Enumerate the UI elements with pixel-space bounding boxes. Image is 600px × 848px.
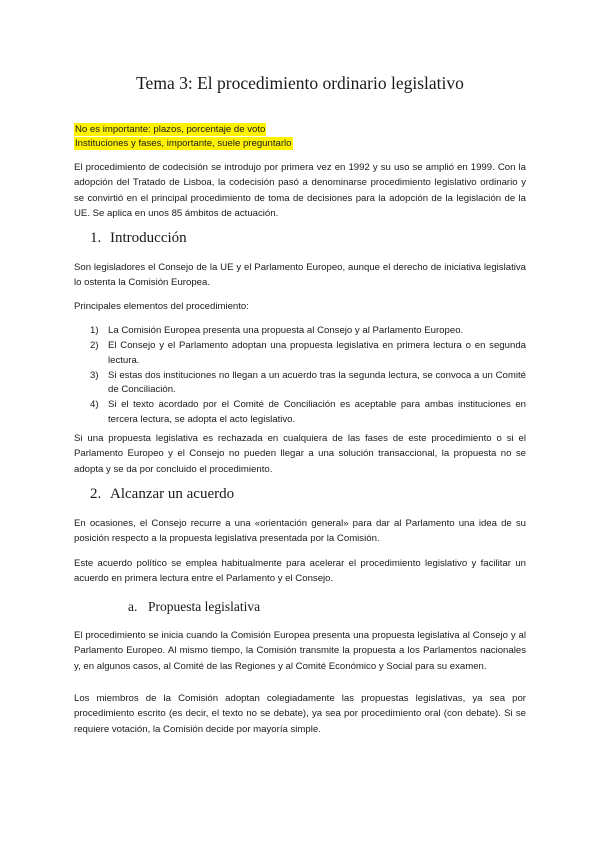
section-title: Alcanzar un acuerdo [110,486,235,502]
list-item-text: Si el texto acordado por el Comité de Conciliación es aceptable para ambas instituciones en tercera lectura, se adopta el acto legislativo. [108,399,526,425]
list-item-text: El Consejo y el Parlamento adoptan una propuesta legislativa en primera lectura o en segunda lectura. [108,340,526,366]
list-item-text: La Comisión Europea presenta una propuesta al Consejo y al Parlamento Europeo. [108,325,464,336]
subsection-letter: a. [128,599,138,614]
intro-legislators-paragraph: Son legisladores el Consejo de la UE y el Parlamento Europeo, aunque el derecho de iniciativa legislativa lo ostenta la Comisión Europea. [74,262,526,289]
highlight-note-2: Instituciones y fases, importante, suele preguntarlo [75,138,292,149]
orientation-paragraph: En ocasiones, el Consejo recurre a una «orientación general» para dar al Parlamento una idea de su posición respecto a la propuesta legislativa presentada por la Comisión. [74,518,526,545]
elements-lead-paragraph: Principales elementos del procedimiento: [74,301,249,312]
intro-paragraph: El procedimiento de codecisión se introdujo por primera vez en 1992 y su uso se amplió en 1999. Con la adopción del Tratado de Lisboa, la codecisión pasó a denominarse procedimiento legislativo ordinario y se convirtió en el principal procedimiento de toma de decisiones para la adopción de la legislación de la UE. Se aplica en unos 85 ámbitos de actuación. [74,162,526,220]
section-heading-alcanzar-acuerdo [90,486,234,503]
procedure-elements-list [90,324,526,428]
political-agreement-paragraph: Este acuerdo político se emplea habitualmente para acelerar el procedimiento legislativo y facilitar un acuerdo en primera lectura entre el Parlamento y el Consejo. [74,558,526,585]
list-marker: 4) [90,399,99,410]
section-number: 1. [90,230,102,246]
list-item [90,369,526,398]
list-item [90,398,526,427]
section-title: Introducción [110,230,187,246]
list-item [90,324,526,339]
list-item [90,339,526,368]
subsection-title: Propuesta legislativa [148,599,261,614]
list-marker: 2) [90,340,99,351]
subsection-heading-propuesta-legislativa [128,599,260,615]
page-title: Tema 3: El procedimiento ordinario legislativo [136,73,464,93]
list-marker: 1) [90,325,99,336]
commission-adoption-paragraph: Los miembros de la Comisión adoptan colegiadamente las propuestas legislativas, ya sea por procedimiento escrito (es decir, el texto no se debate), ya sea por procedimiento oral (con debate). Si se requiere votación, la Comisión decide por mayoría simple. [74,693,526,735]
highlight-note-1: No es importante: plazos, porcentaje de voto [75,124,266,135]
proposal-paragraph: El procedimiento se inicia cuando la Comisión Europea presenta una propuesta legislativa al Consejo y al Parlamento Europeo. Al mismo tiempo, la Comisión transmite la propuesta a los Parlamentos nacionales y, en algunos casos, al Comité de las Regiones y al Comité Económico y Social para su examen. [74,630,526,672]
list-marker: 3) [90,369,99,381]
list-item-text: Si estas dos instituciones no llegan a un acuerdo tras la segunda lectura, se convoca a un Comité de Conciliación. [108,369,526,395]
section-number: 2. [90,486,102,502]
section-heading-introduccion [90,230,187,247]
rejection-paragraph: Si una propuesta legislativa es rechazada en cualquiera de las fases de este procedimiento o si el Parlamento Europeo y el Consejo no pueden llegar a una solución transaccional, la propuesta no se adopta y se da por concluido el procedimiento. [74,433,526,475]
